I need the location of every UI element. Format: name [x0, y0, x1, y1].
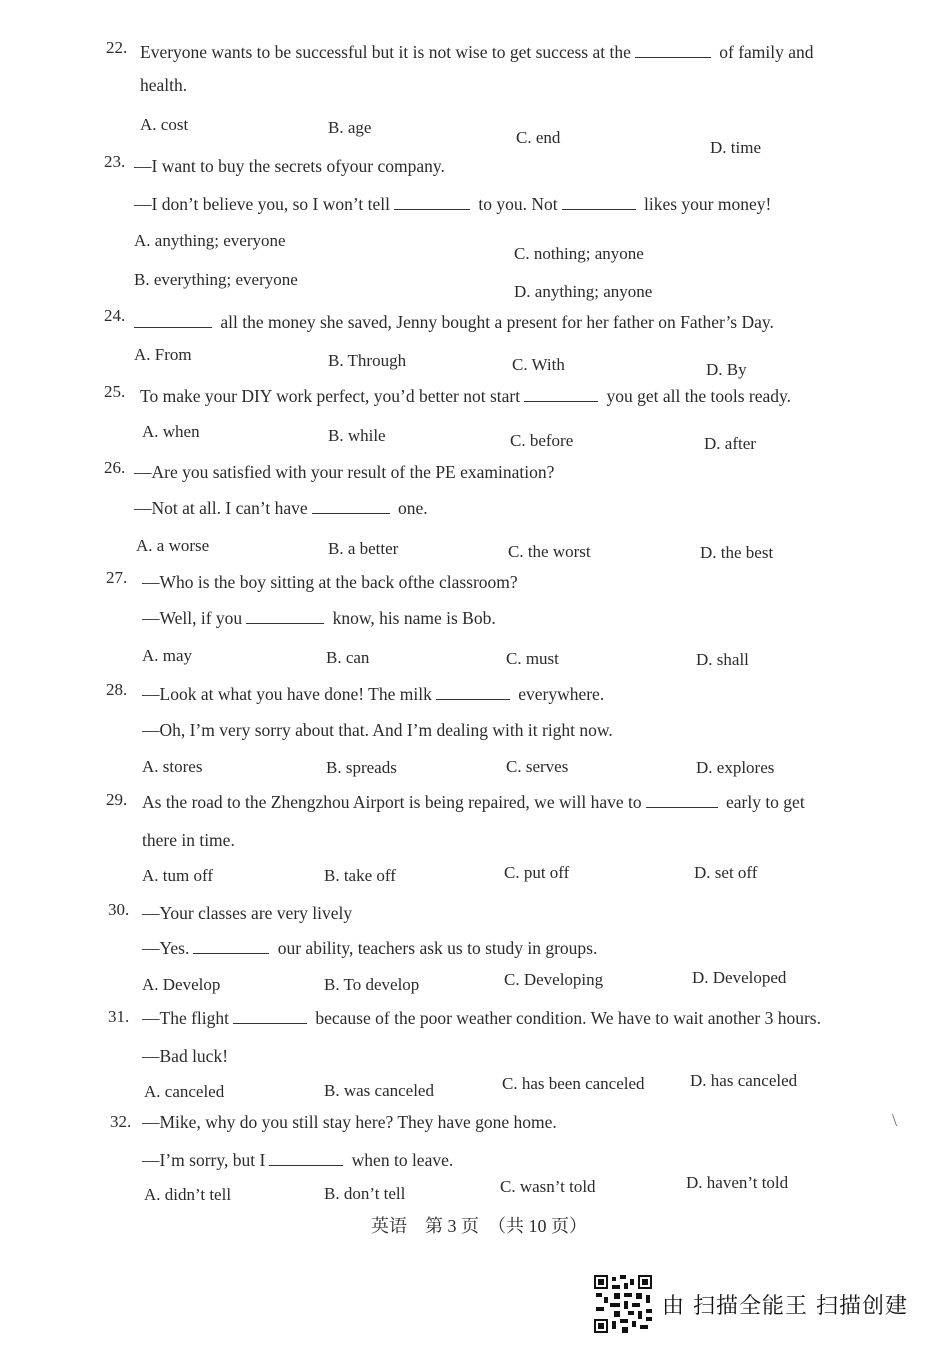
option-c[interactable]: C. put off	[504, 863, 570, 882]
option-c[interactable]: C. nothing; anyone	[514, 244, 644, 263]
option-b[interactable]: B. while	[328, 426, 386, 445]
question-text: Everyone wants to be successful but it is not wise to get success at the of family and	[140, 42, 814, 62]
page-footer: 英语 第 3 页 （共 10 页）	[371, 1216, 587, 1236]
option-a[interactable]: A. cost	[140, 115, 189, 134]
question-text: —Are you satisfied with your result of the PE examination?	[134, 462, 555, 482]
option-c[interactable]: C. the worst	[508, 542, 591, 561]
option-d[interactable]: D. By	[706, 360, 747, 379]
question-number: 28.	[106, 680, 128, 699]
question-text: —Not at all. I can’t have one.	[134, 498, 428, 518]
question-number: 24.	[104, 306, 126, 325]
question-text: As the road to the Zhengzhou Airport is being repaired, we will have to early to get	[142, 792, 805, 812]
scanner-watermark	[594, 1275, 908, 1333]
option-a[interactable]: A. Develop	[142, 975, 221, 994]
question-number: 31.	[108, 1007, 130, 1026]
option-a[interactable]: A. stores	[142, 757, 203, 776]
question-number: 27.	[106, 568, 128, 587]
option-a[interactable]: A. when	[142, 422, 200, 441]
option-a[interactable]: A. a worse	[136, 536, 210, 555]
scanner-text: 由 扫描全能王 扫描创建	[662, 1293, 908, 1319]
option-c[interactable]: C. wasn’t told	[500, 1177, 596, 1196]
option-a[interactable]: A. anything; everyone	[134, 231, 286, 250]
option-b[interactable]: B. don’t tell	[324, 1184, 406, 1203]
option-c[interactable]: C. With	[512, 355, 565, 374]
question-text: —Bad luck!	[142, 1046, 229, 1066]
question-number: 23.	[104, 152, 126, 171]
question-number: 29.	[106, 790, 128, 809]
question-number: 30.	[108, 900, 130, 919]
question-text: To make your DIY work perfect, you’d better not start you get all the tools ready.	[140, 386, 791, 406]
option-d[interactable]: D. time	[710, 138, 761, 157]
question-number: 25.	[104, 382, 126, 401]
option-a[interactable]: A. may	[142, 646, 193, 665]
question-text: all the money she saved, Jenny bought a present for her father on Father’s Day.	[130, 312, 774, 333]
question-text: —I don’t believe you, so I won’t tell to you. Not likes your money!	[134, 194, 772, 214]
option-d[interactable]: D. explores	[696, 758, 775, 777]
question-text: —Look at what you have done! The milk everywhere.	[142, 684, 605, 704]
option-b[interactable]: B. was canceled	[324, 1081, 434, 1100]
option-b[interactable]: B. a better	[328, 539, 399, 558]
question-text: health.	[140, 75, 188, 95]
question-number: 26.	[104, 458, 126, 477]
option-c[interactable]: C. end	[516, 128, 561, 147]
option-d[interactable]: D. shall	[696, 650, 749, 669]
option-b[interactable]: B. Through	[328, 351, 407, 370]
option-d[interactable]: D. set off	[694, 863, 758, 882]
qr-code-icon	[594, 1275, 652, 1333]
option-b[interactable]: B. can	[326, 648, 370, 667]
option-d[interactable]: D. haven’t told	[686, 1173, 789, 1192]
option-b[interactable]: B. age	[328, 118, 372, 137]
option-c[interactable]: C. must	[506, 649, 559, 668]
option-d[interactable]: D. anything; anyone	[514, 282, 653, 301]
question-number: 32.	[110, 1112, 132, 1131]
option-b[interactable]: B. take off	[324, 866, 396, 885]
question-text: —The flight because of the poor weather condition. We have to wait another 3 hours.	[142, 1008, 821, 1028]
question-text: —Who is the boy sitting at the back ofthe classroom?	[142, 572, 518, 592]
option-b[interactable]: B. everything; everyone	[134, 270, 298, 289]
question-text: there in time.	[142, 830, 235, 850]
option-a[interactable]: A. canceled	[144, 1082, 225, 1101]
option-c[interactable]: C. has been canceled	[502, 1074, 645, 1093]
question-text: —Yes. our ability, teachers ask us to study in groups.	[142, 938, 598, 958]
option-d[interactable]: D. the best	[700, 543, 774, 562]
option-d[interactable]: D. Developed	[692, 968, 787, 987]
question-text: —I’m sorry, but I when to leave.	[142, 1150, 454, 1170]
option-a[interactable]: A. From	[134, 345, 192, 364]
option-c[interactable]: C. before	[510, 431, 574, 450]
question-text: —Mike, why do you still stay here? They have gone home.	[142, 1112, 557, 1132]
option-a[interactable]: A. didn’t tell	[144, 1185, 232, 1204]
option-b[interactable]: B. spreads	[326, 758, 397, 777]
option-b[interactable]: B. To develop	[324, 975, 420, 994]
question-text: —I want to buy the secrets ofyour company.	[134, 156, 445, 176]
option-a[interactable]: A. tum off	[142, 866, 213, 885]
question-text: —Your classes are very lively	[142, 903, 353, 923]
option-d[interactable]: D. after	[704, 434, 756, 453]
option-c[interactable]: C. Developing	[504, 970, 604, 989]
question-text: —Oh, I’m very sorry about that. And I’m dealing with it right now.	[142, 720, 613, 740]
option-c[interactable]: C. serves	[506, 757, 569, 776]
stray-mark: \	[892, 1110, 898, 1130]
option-d[interactable]: D. has canceled	[690, 1071, 798, 1090]
question-number: 22.	[106, 38, 128, 57]
question-text: —Well, if you know, his name is Bob.	[142, 608, 496, 628]
